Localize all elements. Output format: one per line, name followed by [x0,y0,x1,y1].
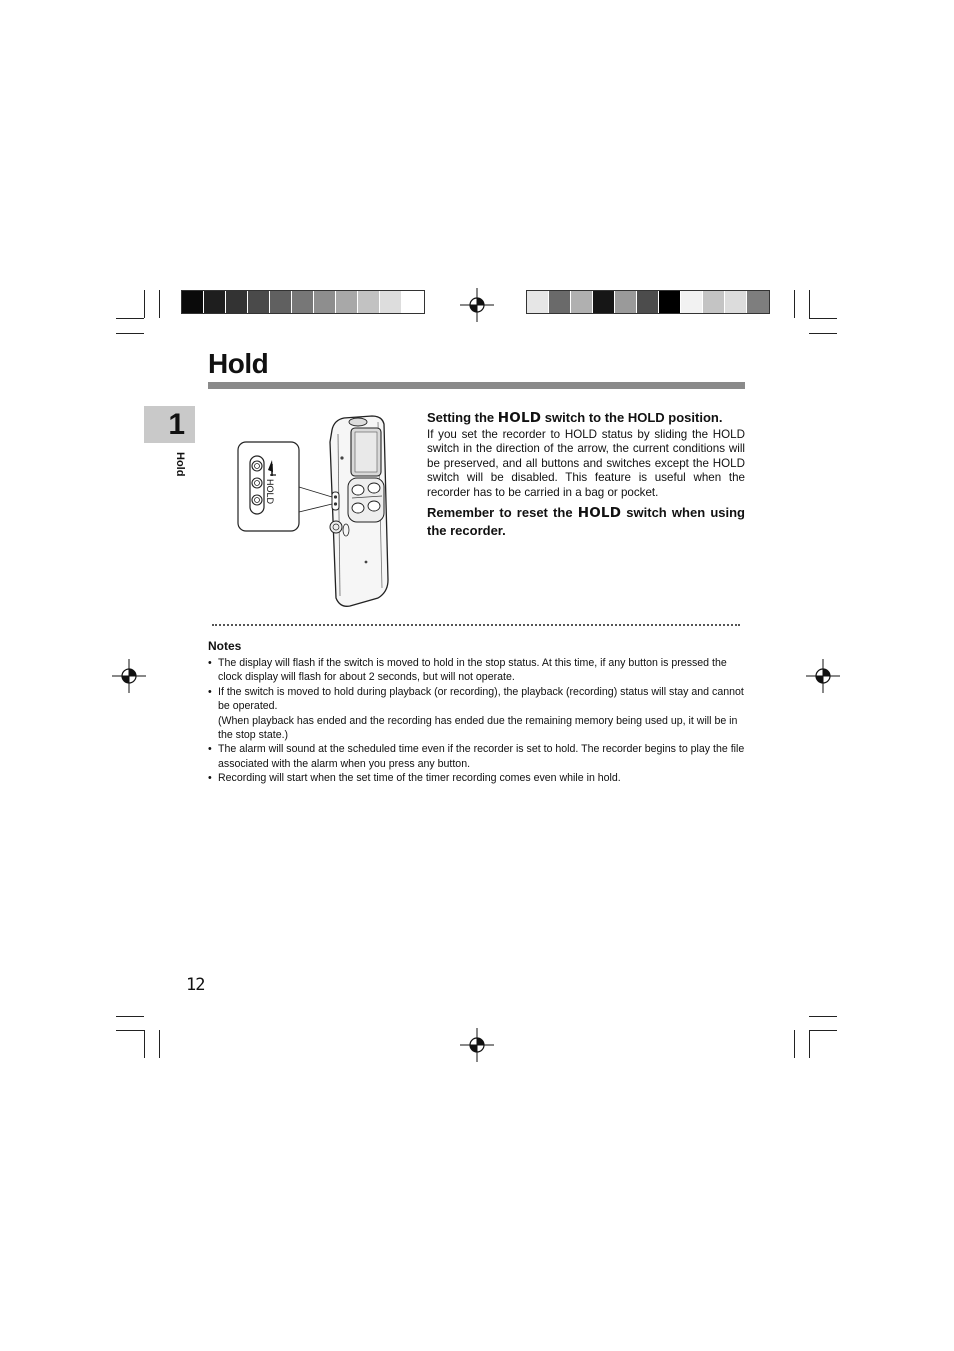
crop-mark [116,333,144,334]
color-swatch [402,291,424,313]
color-swatch [549,291,571,313]
note-item [208,742,745,771]
color-bar-right [526,290,770,314]
crop-mark [794,1030,795,1058]
notes-heading: Notes [208,639,242,653]
color-swatch [725,291,747,313]
color-swatch [681,291,703,313]
reminder-text [427,504,745,540]
color-swatch [182,291,204,313]
color-swatch [659,291,681,313]
color-swatch [380,291,402,313]
page-number: 12 [186,975,205,995]
note-text: The display will flash if the switch is moved to hold in the stop status. At this time, if any button is pressed the clock display will flash for about 2 seconds, but will not operate. [218,657,727,684]
title-rule [208,382,745,389]
registration-mark-icon [112,659,146,693]
color-swatch [615,291,637,313]
reminder-suffix: switch when using the recorder. [427,505,745,539]
color-swatch [593,291,615,313]
crop-mark [116,1016,144,1017]
section-heading [427,409,745,427]
note-text: The alarm will sound at the scheduled time even if the recorder is set to hold. The recorder begins to play the file associated with the alarm when you press any button. [218,743,745,770]
crop-mark [809,333,837,334]
color-swatch [703,291,725,313]
hold-instructions [427,409,745,540]
color-swatch [226,291,248,313]
note-item [208,685,745,743]
color-swatch [637,291,659,313]
registration-mark-icon [460,288,494,322]
note-text: Recording will start when the set time of the timer recording comes even while in hold. [218,772,621,785]
hold-logo: HOLD [497,410,542,426]
color-swatch [571,291,593,313]
dotted-divider [212,624,740,626]
crop-mark [809,318,837,319]
crop-mark [809,1030,810,1058]
color-swatch [527,291,549,313]
section-body: If you set the recorder to HOLD status by sliding the HOLD switch in the direction of the arrow, the current conditions will be preserved, and all buttons and switches except the HOLD switch will be disabled. This feature is useful when the recorder has to be carried in a bag or pocket. [427,428,745,499]
color-swatch [248,291,270,313]
color-bar-left [181,290,425,314]
color-swatch [336,291,358,313]
hold-switch-label: HOLD [265,479,275,505]
color-swatch [747,291,769,313]
crop-mark [809,290,810,318]
color-swatch [204,291,226,313]
note-subtext: (When playback has ended and the recording has ended due the remaining memory being used up, it will be in the stop state.) [218,714,738,742]
color-swatch [314,291,336,313]
crop-mark [116,318,144,319]
crop-mark [144,1030,145,1058]
side-section-label: Hold [174,452,186,477]
note-item [208,771,745,785]
crop-mark [159,1030,160,1058]
recorder-illustration [232,412,412,612]
hold-logo: HOLD [577,505,622,522]
note-text: If the switch is moved to hold during playback (or recording), the playback (recording) status will stay and cannot be operated. [218,685,744,713]
crop-mark [116,1030,144,1031]
color-swatch [358,291,380,313]
crop-mark [794,290,795,318]
crop-mark [144,290,145,318]
registration-mark-icon [460,1028,494,1062]
heading-suffix: switch to the HOLD position. [541,410,723,425]
chapter-tab: 1 [144,406,195,443]
color-swatch [292,291,314,313]
notes-list [208,656,745,786]
crop-mark [809,1030,837,1031]
note-item [208,656,745,685]
reminder-prefix: Remember to reset the [427,505,578,521]
crop-mark [809,1016,837,1017]
heading-prefix: Setting the [427,410,498,425]
registration-mark-icon [806,659,840,693]
page-title: Hold [208,348,269,379]
color-swatch [270,291,292,313]
crop-mark [159,290,160,318]
